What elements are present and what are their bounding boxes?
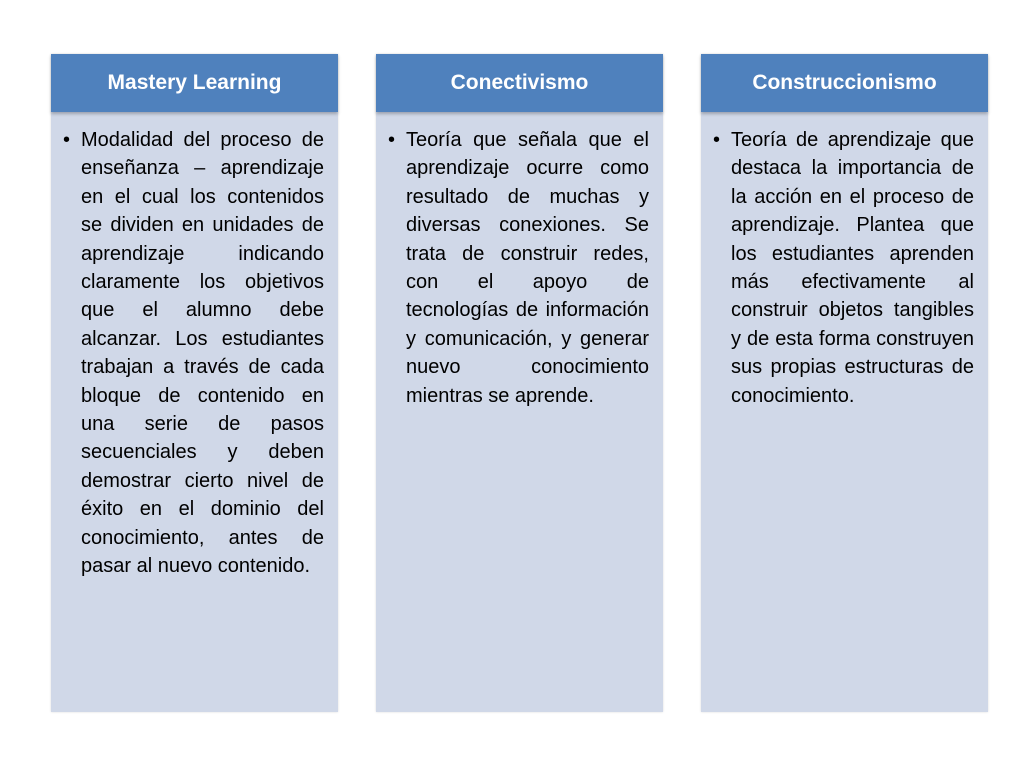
column-conectivismo xyxy=(376,54,663,712)
bullet: • xyxy=(63,129,71,151)
column-text: Teoría de aprendizaje que destaca la importancia de la acción en el proceso de aprendizaje. Plantea que los estudiantes aprenden más efectivamente al construir objetos tangibles y de esta forma construyen sus propias estructuras de conocimiento. xyxy=(731,129,974,407)
column-title: Construccionismo xyxy=(701,54,988,112)
bullet: • xyxy=(713,129,721,151)
column-construccionismo xyxy=(701,54,988,712)
column-title: Conectivismo xyxy=(376,54,663,112)
column-title: Mastery Learning xyxy=(51,54,338,112)
column-text: Modalidad del proceso de enseñanza – aprendizaje en el cual los contenidos se dividen en unidades de aprendizaje indicando claramente los objetivos que el alumno debe alcanzar. Los estudiantes trabajan a través de cada bloque de contenido en una serie de pasos secuenciales y deben demostrar cierto nivel de éxito en el dominio del conocimiento, antes de pasar al nuevo contenido. xyxy=(81,129,324,578)
column-mastery-learning xyxy=(51,54,338,712)
bullet: • xyxy=(388,129,396,151)
column-text: Teoría que señala que el aprendizaje ocurre como resultado de muchas y diversas conexiones. Se trata de construir redes, con el apoyo de tecnologías de información y comunicación, y generar nuevo conocimiento mientras se aprende. xyxy=(406,129,649,407)
